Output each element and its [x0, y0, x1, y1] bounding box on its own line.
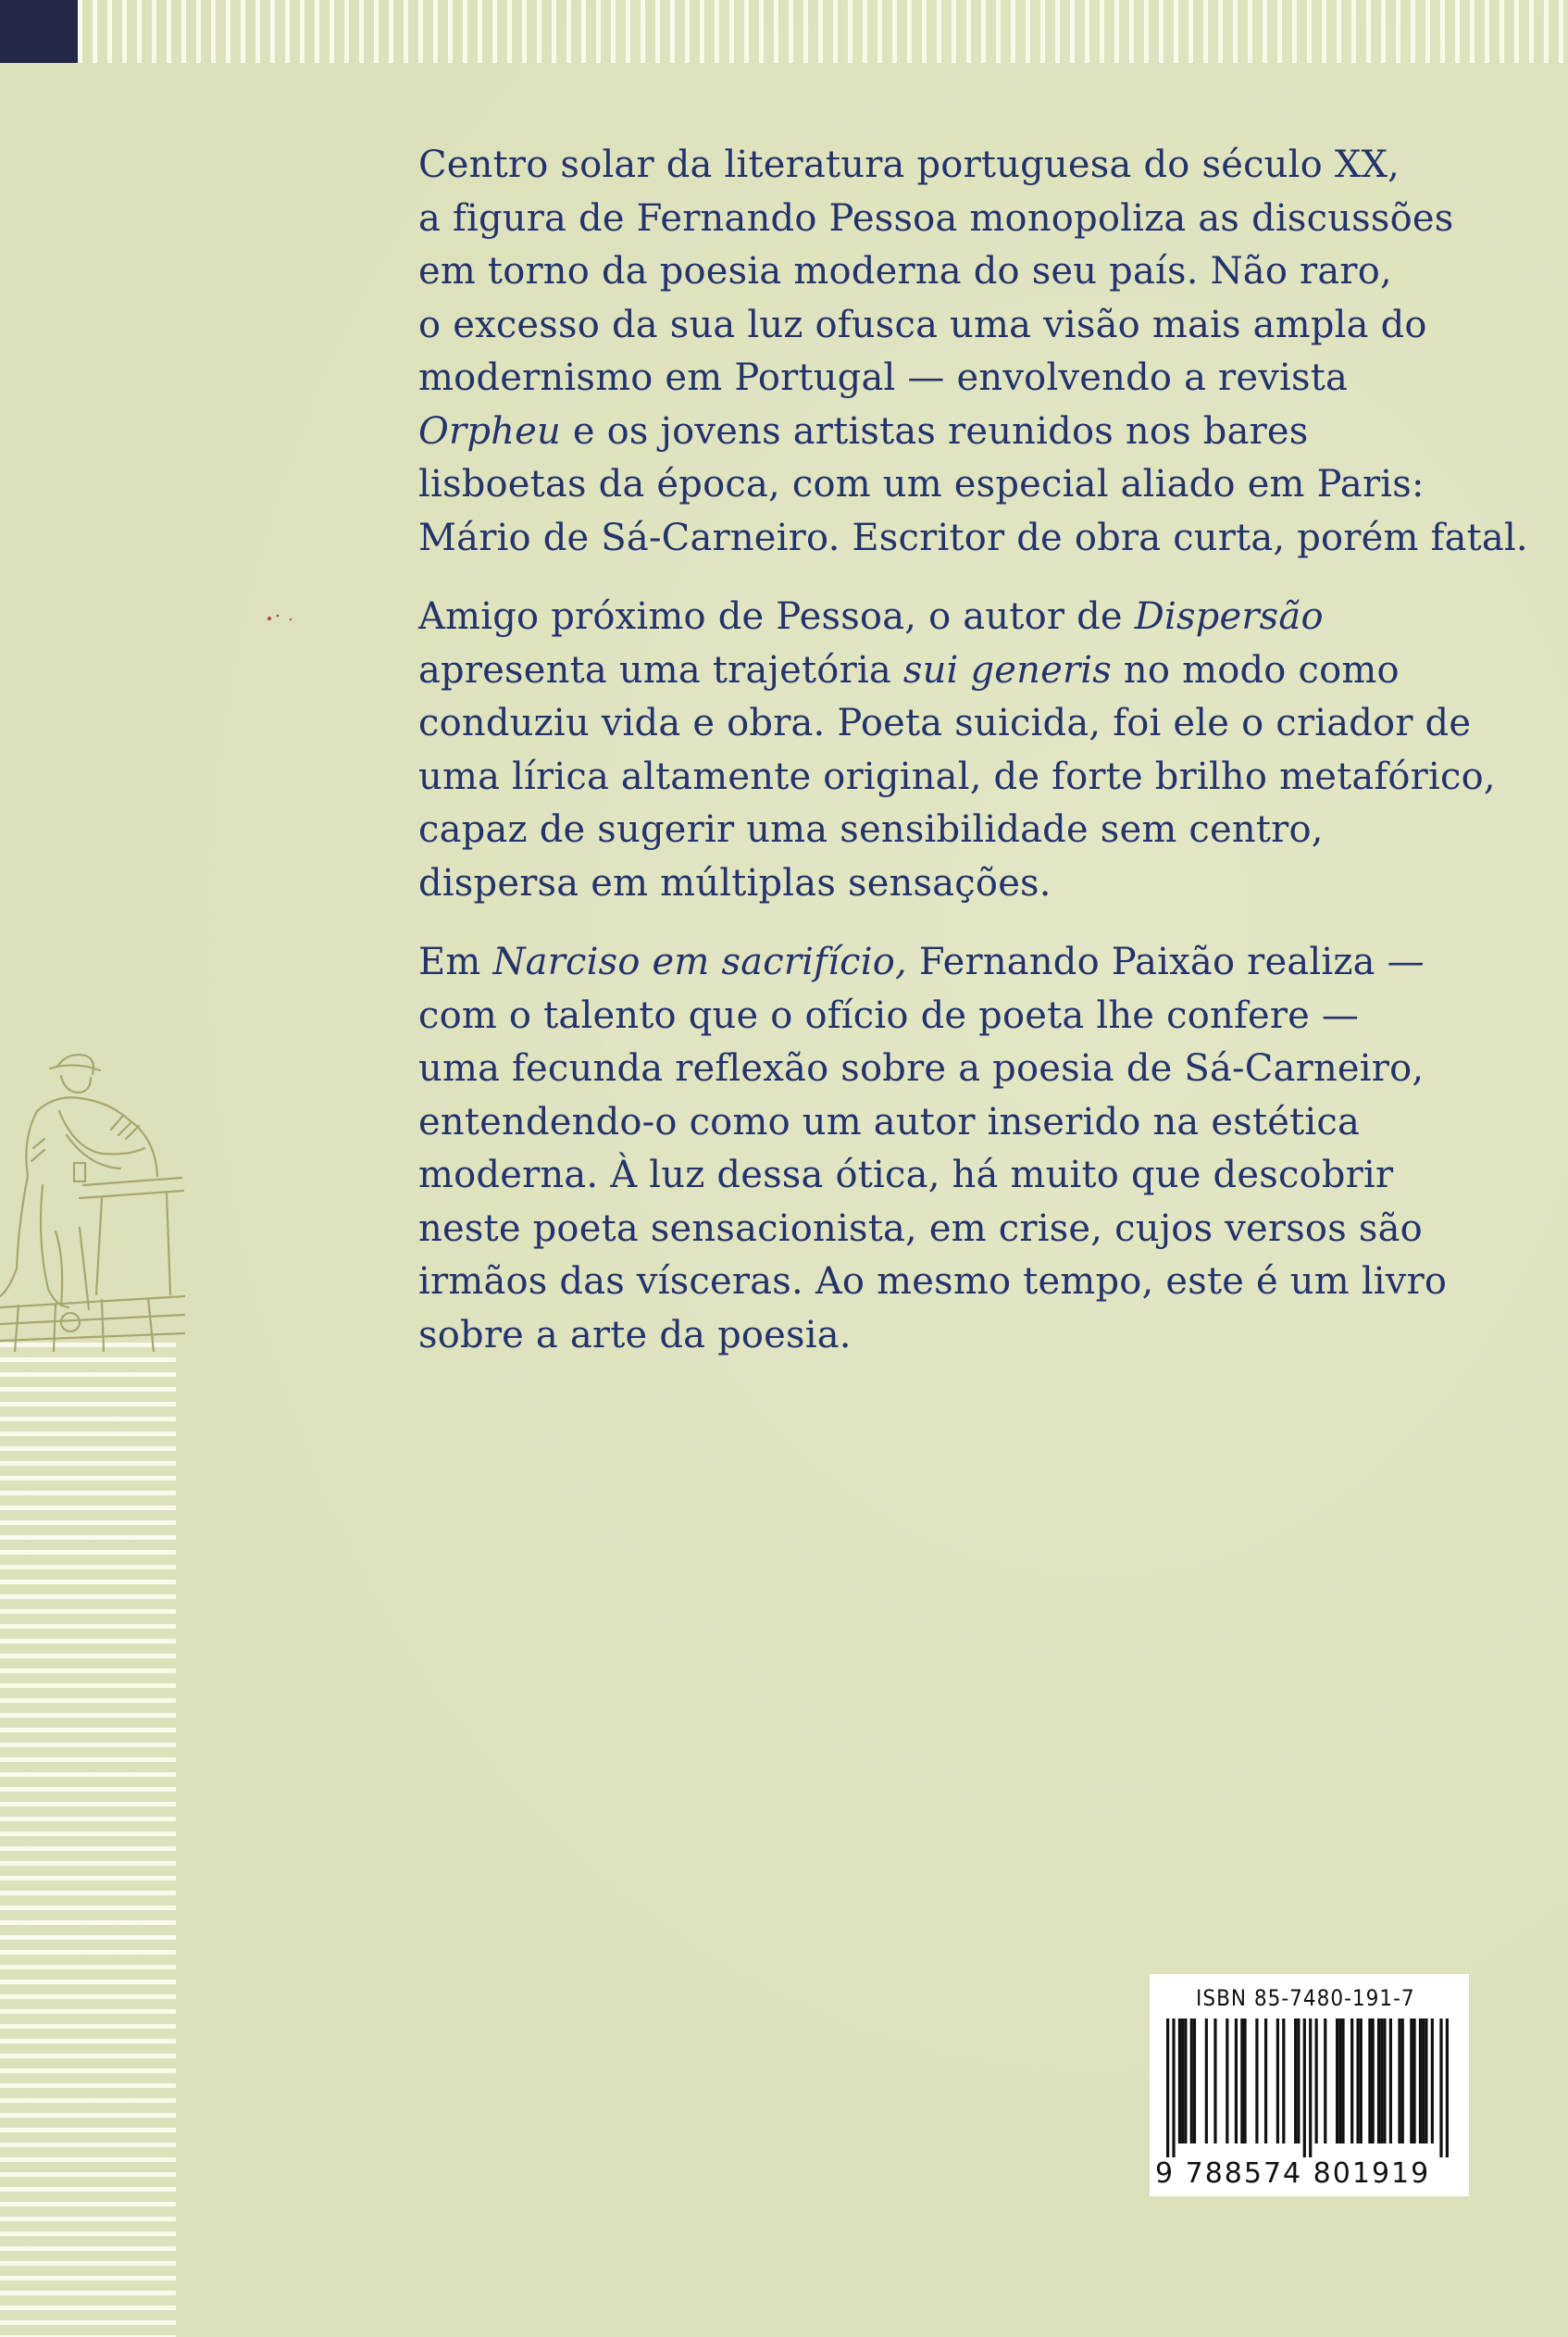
text-run: e os jovens artistas reunidos nos bares	[560, 409, 1309, 453]
barcode-bar	[1338, 2018, 1341, 2143]
barcode-bar	[1240, 2018, 1243, 2143]
barcode-bar	[1401, 2018, 1404, 2143]
blurb-paragraph	[418, 591, 1496, 910]
text-line	[418, 299, 1483, 353]
text-run: irmãos das vísceras. Ao mesmo tempo, este é um livro	[418, 1260, 1448, 1303]
text-line	[418, 193, 1483, 246]
barcode-label	[1150, 1974, 1469, 2196]
text-run: Centro solar da literatura portuguesa do século XX,	[418, 144, 1400, 186]
left-stripe-band	[0, 1343, 176, 2337]
barcode-bar	[1356, 2018, 1359, 2143]
barcode-bar	[1178, 2018, 1181, 2143]
barcode-bar	[1380, 2018, 1383, 2143]
text-run: Mário de Sá-Carneiro. Escritor de obra curta, porém fatal.	[418, 516, 1528, 559]
barcode-bar	[1282, 2018, 1285, 2143]
barcode-bar	[1294, 2018, 1297, 2143]
text-run: com o talento que o ofício de poeta lhe confere —	[418, 994, 1360, 1037]
text-line	[418, 352, 1483, 406]
barcode-bar	[1309, 2018, 1312, 2157]
text-run: no modo como	[1112, 648, 1400, 692]
barcode-bar	[1297, 2018, 1300, 2143]
text-line	[418, 139, 1483, 193]
italic-title: Narciso em sacrifício,	[492, 941, 907, 983]
text-line	[418, 1149, 1483, 1203]
text-run: Em	[418, 941, 493, 983]
top-stripe-band	[78, 0, 1568, 63]
text-line	[418, 804, 1483, 857]
barcode-bar	[1446, 2018, 1449, 2157]
ean-digits: 9 788574 801919	[1155, 2157, 1431, 2190]
text-run: uma fecunda reflexão sobre a poesia de Sá-Carneiro,	[418, 1047, 1425, 1090]
barcode-bar	[1336, 2018, 1338, 2143]
text-run: lisboetas da época, com um especial aliado em Paris:	[418, 463, 1425, 506]
italic-title: Orpheu	[418, 409, 561, 453]
barcode-bar	[1255, 2018, 1258, 2143]
barcode-bar	[1431, 2018, 1434, 2143]
text-line	[418, 591, 1483, 644]
text-run: Fernando Paixão realiza —	[906, 941, 1425, 983]
barcode-bar	[1368, 2018, 1371, 2143]
text-run: moderna. À luz dessa ótica, há muito que descobrir	[418, 1154, 1394, 1196]
text-run: neste poeta sensacionista, em crise, cujos versos são	[418, 1206, 1423, 1250]
text-line	[418, 245, 1483, 299]
text-run: em torno da poesia moderna do seu país. Não raro,	[418, 250, 1392, 293]
text-line	[418, 406, 1483, 459]
text-run: uma lírica altamente original, de forte brilho metafórico,	[418, 755, 1496, 798]
text-line	[418, 697, 1483, 751]
barcode-bar	[1410, 2018, 1412, 2143]
blurb-paragraph	[418, 139, 1528, 565]
barcode-bar	[1398, 2018, 1400, 2143]
seated-figure-sketch	[0, 1046, 185, 1352]
isbn-text: ISBN 85-7480-191-7	[1196, 1985, 1415, 2011]
text-run: a figura de Fernando Pessoa monopoliza as discussões	[418, 196, 1454, 240]
barcode-bar	[1181, 2018, 1184, 2143]
text-run: apresenta uma trajetória	[418, 648, 903, 692]
ink-specks	[267, 611, 294, 626]
text-line	[418, 644, 1483, 698]
barcode-bar	[1419, 2018, 1422, 2143]
text-run: capaz de sugerir uma sensibilidade sem centro,	[418, 808, 1324, 851]
text-line	[418, 990, 1483, 1044]
text-line	[418, 1256, 1483, 1309]
barcode-bar	[1213, 2018, 1216, 2143]
barcode-bar	[1166, 2018, 1169, 2157]
barcode-bar	[1439, 2018, 1442, 2157]
barcode-bar	[1303, 2018, 1306, 2157]
barcode-bar	[1184, 2018, 1187, 2143]
text-line	[418, 751, 1496, 805]
barcode-bar	[1422, 2018, 1425, 2143]
blurb-text	[418, 139, 1528, 1388]
text-line	[418, 936, 1483, 990]
text-run: conduziu vida e obra. Poeta suicida, foi ele o criador de	[418, 702, 1472, 744]
barcode-bars	[1166, 2018, 1449, 2157]
barcode-bar	[1360, 2018, 1363, 2143]
barcode-bar	[1324, 2018, 1326, 2143]
text-run: modernismo em Portugal — envolvendo a revista	[418, 356, 1349, 399]
barcode-bar	[1226, 2018, 1228, 2143]
barcode-bar	[1264, 2018, 1267, 2143]
text-line	[418, 458, 1483, 512]
barcode-bar	[1276, 2018, 1279, 2143]
text-run: dispersa em múltiplas sensações.	[418, 861, 1052, 905]
barcode-bar	[1193, 2018, 1196, 2143]
text-line	[418, 857, 1483, 911]
text-line	[418, 1096, 1483, 1150]
barcode-bar	[1372, 2018, 1375, 2143]
barcode-bar	[1412, 2018, 1415, 2143]
text-run: entendendo-o como um autor inserido na estética	[418, 1100, 1361, 1144]
text-line	[418, 1043, 1483, 1096]
barcode-bar	[1425, 2018, 1427, 2143]
text-line	[418, 1309, 1483, 1363]
corner-block	[0, 0, 78, 63]
barcode-bar	[1172, 2018, 1175, 2157]
barcode-bar	[1243, 2018, 1246, 2143]
text-run: Amigo próximo de Pessoa, o autor de	[418, 595, 1135, 638]
text-line	[418, 1203, 1483, 1256]
barcode-bar	[1205, 2018, 1208, 2143]
barcode-bar	[1235, 2018, 1238, 2143]
barcode-bar	[1389, 2018, 1392, 2143]
barcode-bar	[1190, 2018, 1193, 2143]
italic-title: Dispersão	[1134, 595, 1324, 638]
text-run: o excesso da sua luz ofusca uma visão mais ampla do	[418, 303, 1427, 346]
barcode-bar	[1383, 2018, 1386, 2143]
blurb-paragraph	[418, 936, 1483, 1362]
barcode-bar	[1377, 2018, 1380, 2143]
barcode-bar	[1315, 2018, 1318, 2143]
italic-title: sui generis	[902, 648, 1113, 692]
barcode-bar	[1341, 2018, 1344, 2143]
text-line	[418, 512, 1528, 566]
text-run: sobre a arte da poesia.	[418, 1313, 852, 1356]
barcode-bar	[1350, 2018, 1353, 2143]
